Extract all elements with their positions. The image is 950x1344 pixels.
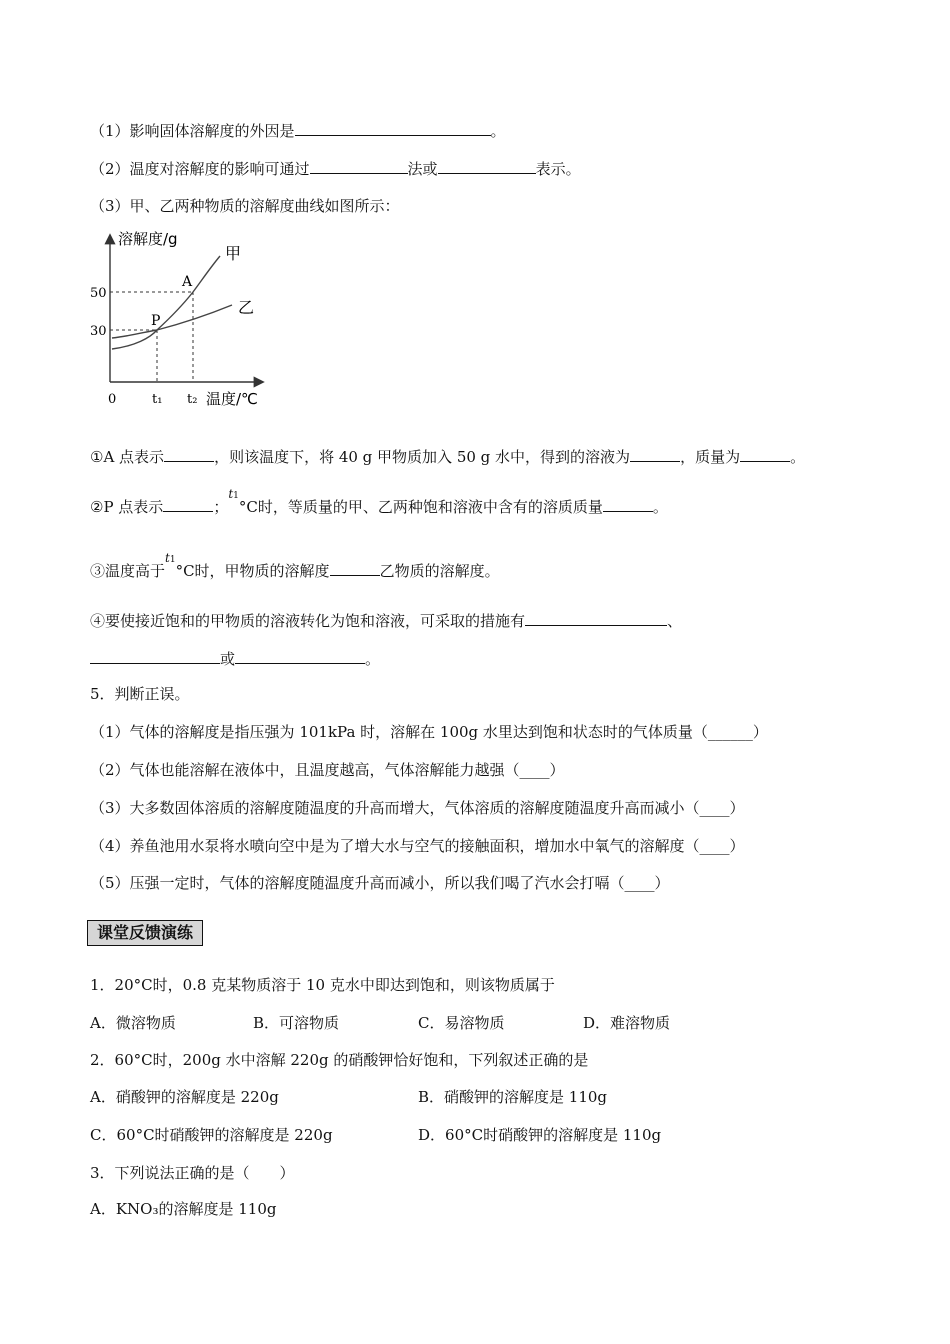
series-label-jia: 甲 — [225, 244, 242, 263]
exercise-2-option-c[interactable]: C．60°C时硝酸钾的溶解度是 220g — [90, 1126, 333, 1144]
answer-blank[interactable] — [630, 446, 680, 462]
sub-question-1 — [90, 446, 805, 467]
origin-label: 0 — [108, 392, 117, 407]
answer-blank[interactable] — [163, 496, 213, 512]
t-letter: t — [228, 487, 234, 501]
part-1-end: 。 — [490, 122, 506, 140]
section-title: 课堂反馈演练 — [87, 920, 203, 946]
sub-2-text-c: °C时，等质量的甲、乙两种饱和溶液中含有的溶质质量 — [238, 498, 603, 516]
sub-question-2 — [90, 487, 668, 520]
sub-2-text-b: ； — [213, 498, 229, 516]
answer-blank[interactable] — [164, 446, 214, 462]
q5-item-1: （1）气体的溶解度是指压强为 101kPa 时，溶解在 100g 水里达到饱和状态时的气体质量（______） — [90, 723, 768, 741]
series-label-yi: 乙 — [238, 298, 255, 317]
part-1-text: （1）影响固体溶解度的外因是 — [90, 122, 295, 140]
y-axis-label: 溶解度/g — [118, 230, 178, 248]
exercise-1-option-d[interactable]: D．难溶物质 — [583, 1014, 671, 1032]
part-2-end: 表示。 — [535, 160, 581, 178]
exercise-3-option-a[interactable]: A．KNO₃的溶解度是 110g — [90, 1200, 277, 1218]
y-tick-30: 30 — [90, 324, 107, 339]
answer-blank[interactable] — [525, 610, 667, 626]
x-tick-t2: t₂ — [187, 392, 198, 407]
point-label-a: A — [182, 274, 193, 290]
exercise-2: 2．60°C时，200g 水中溶解 220g 的硝酸钾恰好饱和，下列叙述正确的是 — [90, 1051, 589, 1069]
question-4-part-1 — [90, 120, 506, 141]
y-tick-50: 50 — [90, 286, 107, 301]
question-4-part-3: （3）甲、乙两种物质的溶解度曲线如图所示： — [90, 197, 400, 215]
answer-blank[interactable] — [295, 120, 491, 136]
sub-question-4-cont — [90, 648, 380, 669]
exercise-1: 1．20°C时，0.8 克某物质溶于 10 克水中即达到饱和，则该物质属于 — [90, 976, 555, 994]
t-subscript: 1 — [169, 555, 176, 565]
q5-item-5: （5）压强一定时，气体的溶解度随温度升高而减小，所以我们喝了汽水会打嗝（____） — [90, 874, 670, 892]
exercise-2-option-a[interactable]: A．硝酸钾的溶解度是 220g — [90, 1088, 279, 1106]
answer-blank[interactable] — [90, 648, 220, 664]
series-yi-curve — [112, 305, 232, 338]
sub-4-text-c: 或 — [220, 650, 236, 668]
exercise-1-option-c[interactable]: C．易溶物质 — [418, 1014, 505, 1032]
question-5-title: 5．判断正误。 — [90, 685, 190, 703]
answer-blank[interactable] — [740, 446, 790, 462]
q5-item-3: （3）大多数固体溶质的溶解度随温度的升高而增大，气体溶质的溶解度随温度升高而减小（____） — [90, 799, 745, 817]
sub-2-text-d: 。 — [652, 498, 668, 516]
sub-3-text-a: ③温度高于 — [90, 562, 166, 580]
question-4-part-2 — [90, 158, 581, 179]
sub-4-text-b: 、 — [667, 612, 683, 630]
exercise-1-option-a[interactable]: A．微溶物质 — [90, 1014, 176, 1032]
x-axis-label: 温度/℃ — [206, 390, 258, 408]
exercise-1-option-b[interactable]: B．可溶物质 — [253, 1014, 340, 1032]
sub-1-text-a: ①A 点表示 — [90, 448, 165, 466]
sub-2-text-a: ②P 点表示 — [90, 498, 164, 516]
sub-3-text-c: 乙物质的溶解度。 — [379, 562, 500, 580]
x-tick-t1: t₁ — [152, 392, 163, 407]
answer-blank[interactable] — [330, 560, 380, 576]
exercise-2-option-b[interactable]: B．硝酸钾的溶解度是 110g — [418, 1088, 608, 1106]
sub-3-text-b: °C时，甲物质的溶解度 — [175, 562, 330, 580]
answer-blank[interactable] — [438, 158, 536, 174]
sub-4-text-a: ④要使接近饱和的甲物质的溶液转化为饱和溶液，可采取的措施有 — [90, 612, 526, 630]
answer-blank[interactable] — [310, 158, 408, 174]
t1-symbol — [228, 487, 239, 501]
sub-question-3 — [90, 551, 500, 584]
part-2-mid: 法或 — [407, 160, 438, 178]
t-subscript: 1 — [233, 491, 239, 501]
sub-question-4 — [90, 610, 682, 631]
exercise-2-option-d[interactable]: D．60°C时硝酸钾的溶解度是 110g — [418, 1126, 662, 1144]
exercise-3: 3．下列说法正确的是（ ） — [90, 1164, 295, 1182]
sub-1-text-b: ，则该温度下，将 40 g 甲物质加入 50 g 水中，得到的溶液为 — [214, 448, 631, 466]
t-letter: t — [165, 551, 170, 565]
answer-blank[interactable] — [235, 648, 365, 664]
answer-blank[interactable] — [603, 496, 653, 512]
t1-symbol — [165, 551, 176, 565]
part-2-text: （2）温度对溶解度的影响可通过 — [90, 160, 310, 178]
solubility-chart — [90, 226, 280, 410]
sub-1-text-c: ，质量为 — [680, 448, 741, 466]
sub-1-text-d: 。 — [790, 448, 806, 466]
sub-4-text-d: 。 — [365, 650, 381, 668]
q5-item-2: （2）气体也能溶解在液体中，且温度越高，气体溶解能力越强（____） — [90, 761, 565, 779]
q5-item-4: （4）养鱼池用水泵将水喷向空中是为了增大水与空气的接触面积，增加水中氧气的溶解度（____） — [90, 837, 745, 855]
point-label-p: P — [151, 313, 161, 329]
